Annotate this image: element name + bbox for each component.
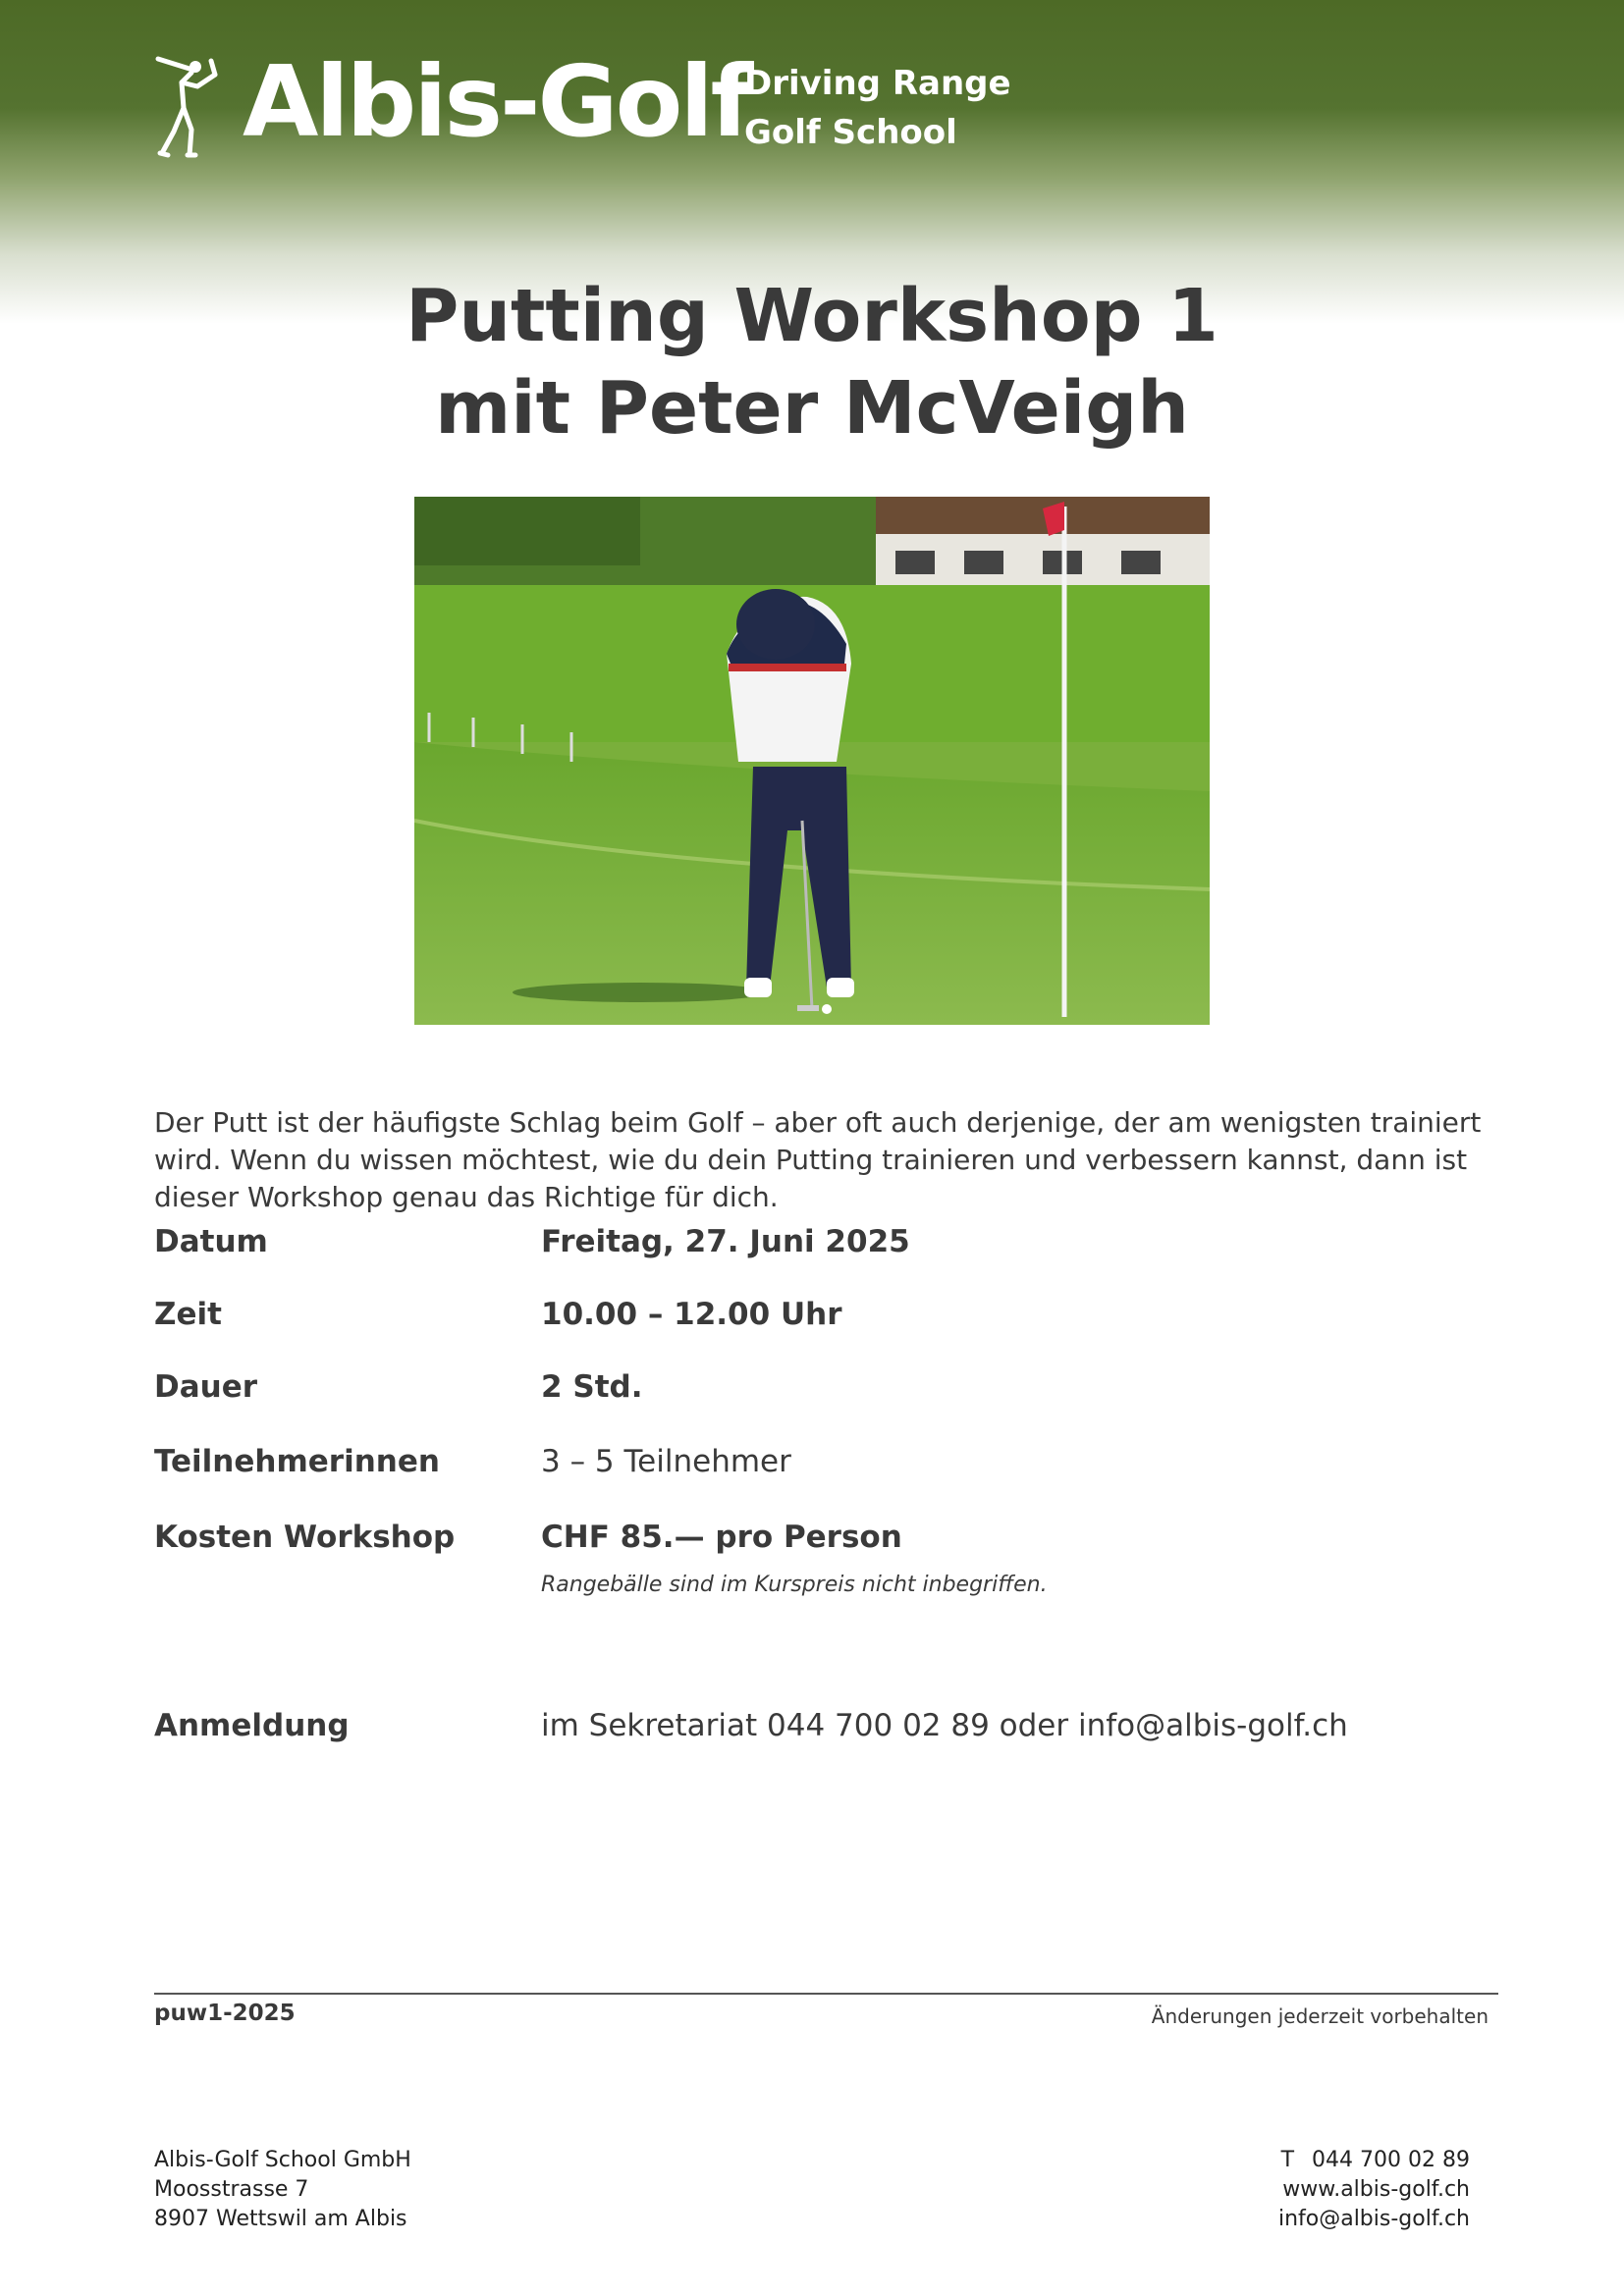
tagline-driving-range: Driving Range xyxy=(744,64,1011,103)
company-name: Albis-Golf School GmbH xyxy=(154,2148,411,2172)
detail-row-datum xyxy=(154,1224,1529,1271)
company-contact xyxy=(1278,2146,1470,2234)
golfer-swing-icon xyxy=(152,53,221,159)
detail-value: CHF 85.— pro Person xyxy=(541,1520,902,1555)
page-title xyxy=(0,270,1624,454)
phone-number: 044 700 02 89 xyxy=(1312,2148,1470,2172)
registration-label: Anmeldung xyxy=(154,1708,350,1743)
title-line-1: Putting Workshop 1 xyxy=(406,274,1218,358)
detail-value: 3 – 5 Teilnehmer xyxy=(541,1444,791,1479)
email-link[interactable]: info@albis-golf.ch xyxy=(1277,2207,1470,2231)
detail-row-teilnehmer xyxy=(154,1444,1529,1491)
detail-value: Freitag, 27. Juni 2025 xyxy=(541,1224,910,1259)
document-ref: puw1-2025 xyxy=(154,2001,296,2026)
golfer-putting-image xyxy=(414,497,1210,1025)
tagline-golf-school: Golf School xyxy=(744,113,957,152)
street: Moosstrasse 7 xyxy=(154,2177,309,2202)
detail-label: Datum xyxy=(154,1224,268,1259)
cost-note: Rangebälle sind im Kurspreis nicht inbegriffen. xyxy=(541,1573,1048,1597)
detail-row-kosten xyxy=(154,1520,1529,1567)
detail-row-dauer xyxy=(154,1369,1529,1416)
phone-line xyxy=(1278,2146,1470,2175)
registration-row xyxy=(154,1708,1529,1755)
detail-value: 2 Std. xyxy=(541,1369,643,1405)
intro-text: Der Putt ist der häufigste Schlag beim Golf – aber oft auch derjenige, der am wenigsten trainiert wird. Wenn du wissen möchtest, wie du dein Putting trainieren und verbessern kannst, dann ist dieser Workshop genau das Richtige für dich. xyxy=(154,1106,1482,1213)
detail-label: Zeit xyxy=(154,1297,222,1332)
city: 8907 Wettswil am Albis xyxy=(154,2207,407,2231)
detail-label: Kosten Workshop xyxy=(154,1520,456,1555)
disclaimer: Änderungen jederzeit vorbehalten xyxy=(1151,2004,1489,2028)
brand-tagline xyxy=(744,59,1011,157)
detail-label: Dauer xyxy=(154,1369,258,1405)
registration-value: im Sekretariat 044 700 02 89 oder info@albis-golf.ch xyxy=(541,1708,1348,1743)
brand-name: Albis-Golf xyxy=(243,44,751,159)
detail-value: 10.00 – 12.00 Uhr xyxy=(541,1297,842,1332)
detail-label: Teilnehmerinnen xyxy=(154,1444,440,1479)
footer-divider xyxy=(154,1993,1498,1995)
phone-prefix: T xyxy=(1280,2148,1295,2172)
detail-row-zeit xyxy=(154,1297,1529,1344)
company-address xyxy=(154,2146,411,2234)
website-link[interactable]: www.albis-golf.ch xyxy=(1282,2177,1470,2202)
title-line-2: mit Peter McVeigh xyxy=(435,366,1189,451)
